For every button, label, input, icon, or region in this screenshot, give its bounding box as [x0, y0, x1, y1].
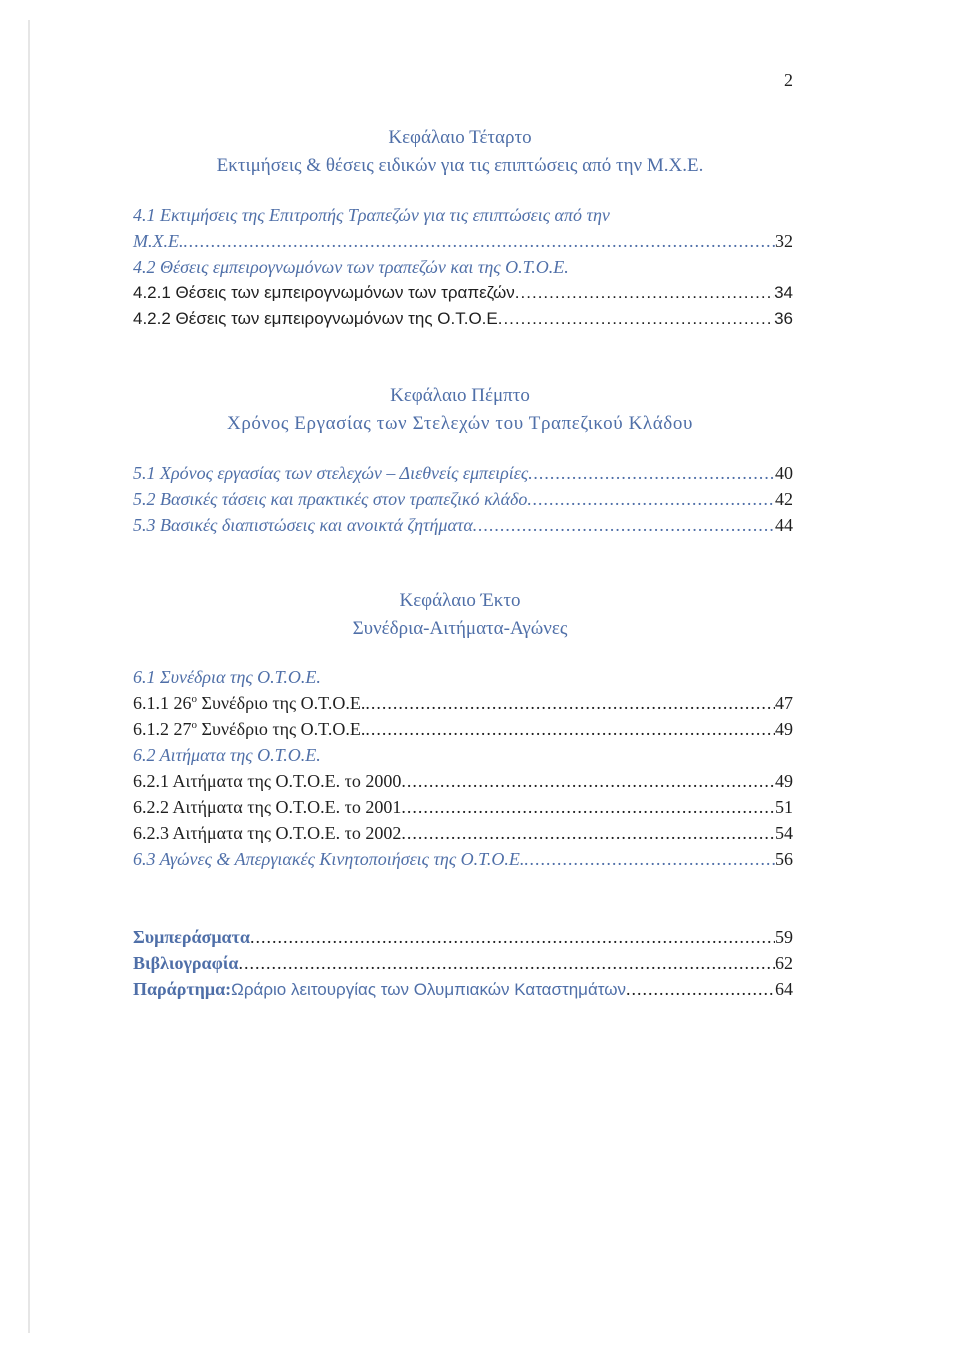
- toc-entry-6-2-1[interactable]: [133, 768, 793, 794]
- toc-entry-6-2-3[interactable]: [133, 820, 793, 846]
- toc-page-number: 56: [775, 849, 793, 869]
- toc-page-number: 47: [775, 693, 793, 713]
- appendix-title: Ωράριο λειτουργίας των Ολυμπιακών Καταστημάτων: [231, 980, 627, 999]
- toc-entry-6-2[interactable]: [133, 742, 793, 768]
- toc-page-number: 54: [775, 823, 793, 843]
- dot-leader: [626, 976, 775, 1002]
- dot-leader: [527, 486, 775, 512]
- entry-title: Συνέδριο της Ο.Τ.Ο.Ε.: [197, 719, 366, 739]
- toc-entry-text: 6.2.1 Αιτήματα της Ο.Τ.Ο.Ε. το 2000: [133, 771, 402, 791]
- dot-leader: [365, 690, 775, 716]
- superscript: ο: [191, 693, 197, 705]
- toc-entry-text: 6.2.3 Αιτήματα της Ο.Τ.Ο.Ε. το 2002: [133, 823, 402, 843]
- toc-entry-4-1[interactable]: [133, 202, 793, 228]
- toc-entry-4-2-2[interactable]: [133, 306, 793, 332]
- dot-leader: [365, 716, 775, 742]
- dot-leader: [515, 280, 774, 306]
- chapter-6-heading: [0, 587, 920, 643]
- toc-entry-6-1-2[interactable]: [133, 716, 793, 742]
- dot-leader: [183, 228, 775, 254]
- toc-page-number: 49: [775, 719, 793, 739]
- dot-leader: [498, 306, 774, 332]
- entry-number: 6.1.2 27: [133, 719, 192, 739]
- toc-page-number: 40: [775, 463, 793, 483]
- page-number: 2: [784, 70, 793, 90]
- toc-entry-text: [133, 690, 365, 716]
- chapter-subtitle: Συνέδρια-Αιτήματα-Αγώνες: [352, 618, 568, 639]
- toc-entry-5-2[interactable]: [133, 486, 793, 512]
- toc-page-number: 62: [775, 953, 793, 973]
- toc-entry-text: 6.2 Αιτήματα της Ο.Τ.Ο.Ε.: [133, 745, 321, 765]
- toc-entry-4-2-1[interactable]: [133, 280, 793, 306]
- toc-entry-text: Συμπεράσματα: [133, 927, 250, 947]
- superscript: ο: [191, 719, 197, 731]
- appendix-label: Παράρτημα:: [133, 979, 232, 999]
- toc-entry-text: [133, 716, 365, 742]
- toc-entry-text: 5.2 Βασικές τάσεις και πρακτικές στον τραπεζικό κλάδο: [133, 489, 528, 509]
- toc-entry-4-2[interactable]: [133, 254, 793, 280]
- dot-leader: [473, 512, 775, 538]
- dot-leader: [250, 924, 775, 950]
- toc-entry-text: 6.1 Συνέδρια της Ο.Τ.Ο.Ε.: [133, 667, 321, 687]
- chapter-5-heading: [0, 382, 920, 438]
- toc-entry-4-1-cont[interactable]: [133, 228, 793, 254]
- toc-entry-text: 4.2.2 Θέσεις των εμπειρογνωμόνων της Ο.Τ.Ο.Ε: [133, 309, 498, 328]
- toc-page-number: 59: [775, 927, 793, 947]
- toc-page-number: 34: [774, 283, 793, 302]
- toc-page-number: 36: [774, 309, 793, 328]
- toc-entry-text: Μ.Χ.Ε.: [133, 231, 184, 251]
- toc-entry-text: 5.3 Βασικές διαπιστώσεις και ανοικτά ζητήματα: [133, 515, 473, 535]
- toc-entry-5-1[interactable]: [133, 460, 793, 486]
- toc-entry-text: 6.2.2 Αιτήματα της Ο.Τ.Ο.Ε. το 2001: [133, 797, 402, 817]
- toc-page-number: 49: [775, 771, 793, 791]
- dot-leader: [524, 846, 775, 872]
- dot-leader: [401, 768, 775, 794]
- dot-leader: [401, 794, 775, 820]
- toc-entry-6-2-2[interactable]: [133, 794, 793, 820]
- toc-entry-conclusions[interactable]: [133, 924, 793, 950]
- dot-leader: [528, 460, 775, 486]
- toc-entry-text: 6.3 Αγώνες & Απεργιακές Κινητοποιήσεις της Ο.Τ.Ο.Ε.: [133, 849, 525, 869]
- toc-page-number: 32: [775, 231, 793, 251]
- toc-entry-text: Βιβλιογραφία: [133, 953, 239, 973]
- entry-number: 6.1.1 26: [133, 693, 192, 713]
- chapter-4-heading: [0, 124, 920, 180]
- toc-entry-text: 4.2 Θέσεις εμπειρογνωμόνων των τραπεζών και της Ο.Τ.Ο.Ε.: [133, 257, 569, 277]
- toc-entry-text: 4.1 Εκτιμήσεις της Επιτροπής Τραπεζών για τις επιπτώσεις από την: [133, 205, 610, 225]
- toc-page-number: 42: [775, 489, 793, 509]
- chapter-title: Κεφάλαιο Έκτο: [399, 590, 521, 611]
- toc-entry-text: [133, 976, 626, 1002]
- margin-rule: [28, 20, 30, 1333]
- toc-page-number: 64: [775, 979, 793, 999]
- dot-leader: [238, 950, 775, 976]
- chapter-title: Κεφάλαιο Τέταρτο: [388, 127, 532, 148]
- chapter-subtitle: Εκτιμήσεις & θέσεις ειδικών για τις επιπτώσεις από την Μ.Χ.Ε.: [216, 155, 704, 176]
- toc-entry-text: 5.1 Χρόνος εργασίας των στελεχών – Διεθνείς εμπειρίες: [133, 463, 529, 483]
- toc-entry-6-3[interactable]: [133, 846, 793, 872]
- toc-entry-6-1-1[interactable]: [133, 690, 793, 716]
- toc-entry-5-3[interactable]: [133, 512, 793, 538]
- toc-entry-6-1[interactable]: [133, 664, 793, 690]
- toc-page-number: 44: [775, 515, 793, 535]
- chapter-title: Κεφάλαιο Πέμπτο: [390, 385, 530, 406]
- dot-leader: [401, 820, 775, 846]
- toc-entry-bibliography[interactable]: [133, 950, 793, 976]
- chapter-subtitle: Χρόνος Εργασίας των Στελεχών του Τραπεζικού Κλάδου: [227, 413, 693, 434]
- entry-title: Συνέδριο της Ο.Τ.Ο.Ε.: [197, 693, 366, 713]
- toc-entry-appendix[interactable]: [133, 976, 793, 1002]
- toc-entry-text: 4.2.1 Θέσεις των εμπειρογνωμόνων των τραπεζών: [133, 283, 515, 302]
- toc-page-number: 51: [775, 797, 793, 817]
